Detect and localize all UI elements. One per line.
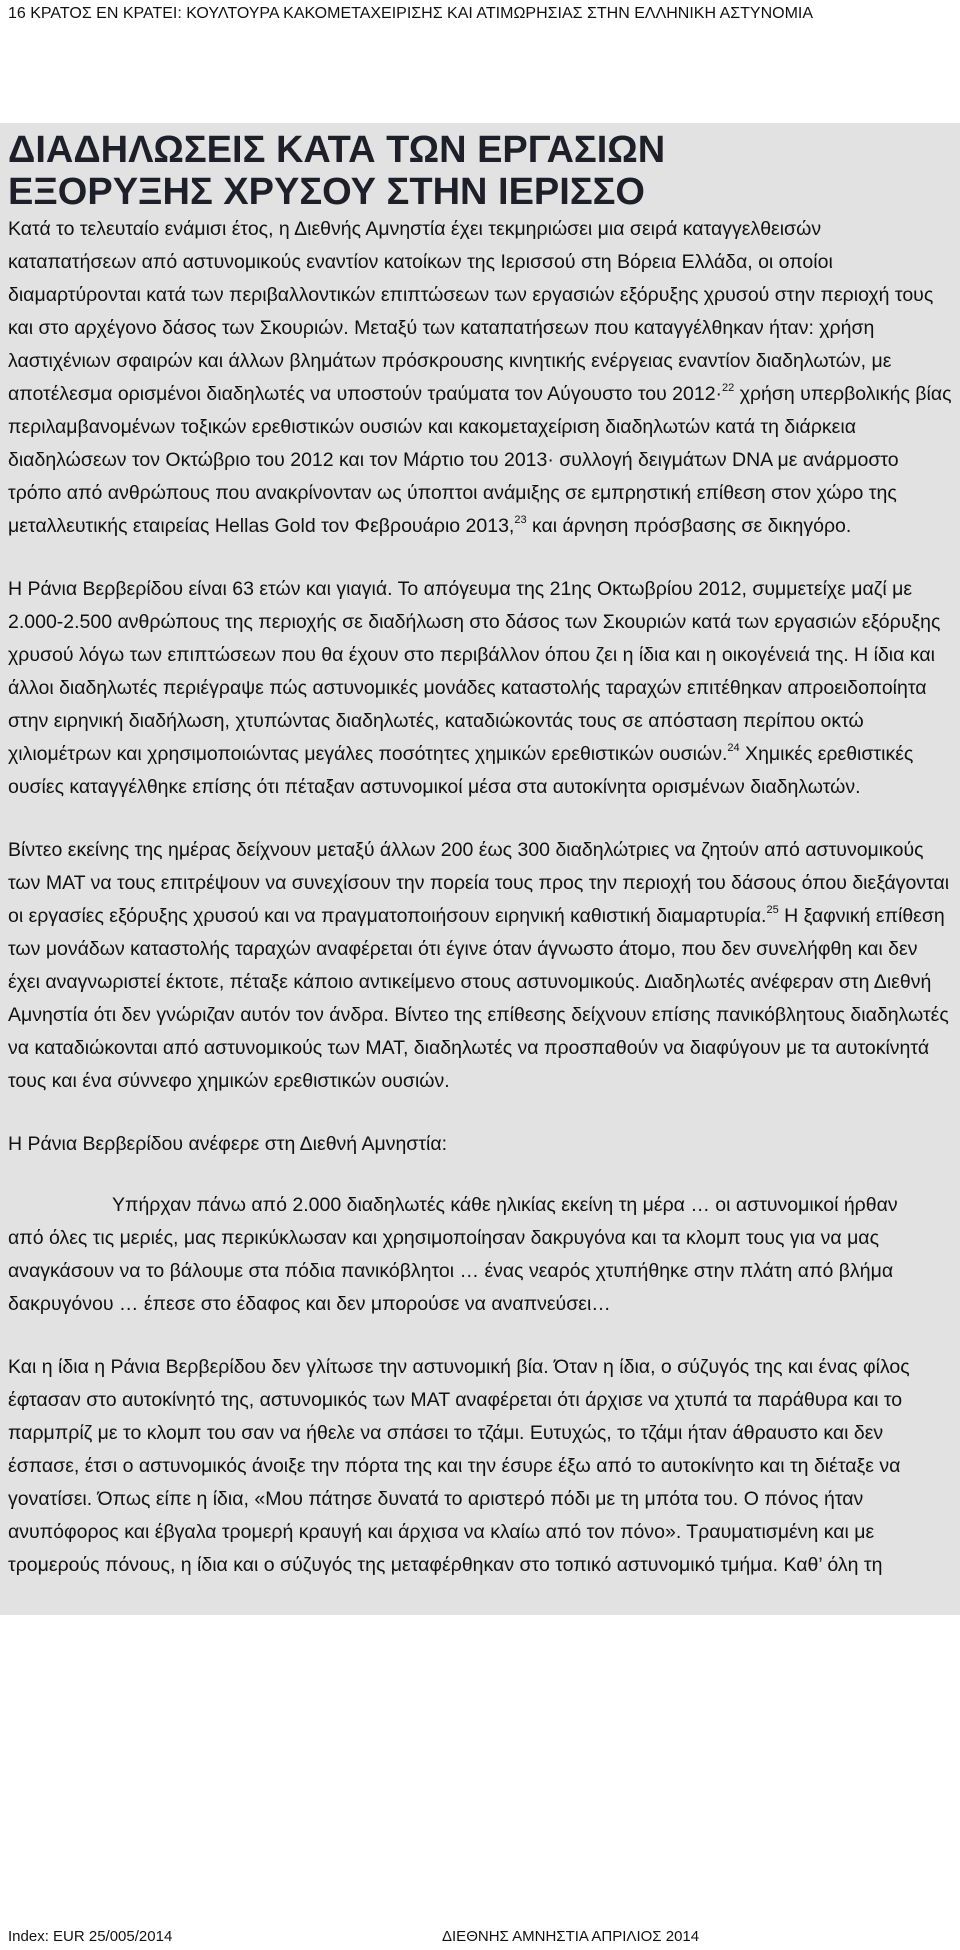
paragraph-quote-intro: Η Ράνια Βερβερίδου ανέφερε στη Διεθνή Αμνηστία: — [8, 1133, 448, 1155]
footnote-ref-24[interactable]: 24 — [727, 742, 740, 754]
case-study-box — [0, 123, 960, 1615]
quote-line1: Υπήρχαν πάνω από 2.000 διαδηλωτές κάθε ηλικίας εκείνη τη μέρα … οι αστυνομικοί ήρθαν — [112, 1194, 898, 1216]
footer-org-date: ΔΙΕΘΝΗΣ ΑΜΝΗΣΤΙΑ ΑΠΡΙΛΙΟΣ 2014 — [442, 1928, 700, 1945]
paragraph-videos: Βίντεο εκείνης της ημέρας δείχνουν μεταξύ άλλων 200 έως 300 διαδηλώτριες να ζητούν από αστυνομικούς των ΜΑΤ να τους επιτρέψουν να συνεχίσουν την πορεία τους προς την περιοχή του δάσους όπου διεξάγονται οι εργασίες εξόρυξης χρυσού και να πραγματοποιήσουν ειρηνική καθιστική διαμαρτυρία.$^{25}$ Η ξαφνική επίθεση των μονάδων καταστολής ταραχών αναφέρεται ότι έγινε όταν άγνωστο άτομο, που δεν συνελήφθη και δεν έχει αναγνωριστεί έκτοτε, πέταξε κάποιο αντικείμενο στους αστυνομικούς. Διαδηλωτές ανέφεραν στη Διεθνή Αμνηστία ότι δεν γνώριζαν αυτόν τον άνδρα. Βίντεο της επίθεσης δείχνουν επίσης πανικόβλητους διαδηλωτές να καταδιώκονται από αστυνομικούς των ΜΑΤ, διαδηλωτές να προσπαθούν να διαφύγουν με τα αυτοκίνητά τους και ένα σύννεφο χημικών ερεθιστικών ουσιών. — [8, 839, 950, 1092]
footnote-ref-25[interactable]: 25 — [766, 904, 779, 916]
block-quote — [8, 1189, 952, 1321]
box-title — [8, 123, 952, 213]
footer-index: Index: EUR 25/005/2014 — [8, 1928, 173, 1945]
paragraph-intro: Κατά το τελευταίο ενάμισι έτος, η Διεθνής Αμνηστία έχει τεκμηριώσει μια σειρά καταγγελθεισών καταπατήσεων από αστυνομικούς εναντίον κατοίκων της Ιερισσού στη Βόρεια Ελλάδα, οι οποίοι διαμαρτύρονται κατά των περιβαλλοντικών επιπτώσεων των εργασιών εξόρυξης χρυσού στην περιοχή τους και στο αρχέγονο δάσος των Σκουριών. Μεταξύ των καταπατήσεων που καταγγέλθηκαν ήταν: χρήση λαστιχένιων σφαιρών και άλλων βλημάτων πρόσκρουσης κινητικής ενέργειας εναντίον διαδηλωτών, με αποτέλεσμα ορισμένοι διαδηλωτές να υποστούν τραύματα τον Αύγουστο του 2012·$^{22}$ χρήση υπερβολικής βίας περιλαμβανομένων τοξικών ερεθιστικών ουσιών και κακομεταχείριση διαδηλωτών κατά τη διάρκεια διαδηλώσεων τον Οκτώβριο του 2012 και τον Μάρτιο του 2013· συλλογή δειγμάτων DNA με ανάρμοστο τρόπο από ανθρώπους που ανακρίνονταν ως ύποπτοι ανάμιξης σε εμπρηστική επίθεση στον χώρο της μεταλλευτικής εταιρείας Hellas Gold τον Φεβρουάριο 2013,23 και άρνηση πρόσβασης σε δικηγόρο. — [8, 218, 952, 537]
quote-rest: από όλες τις μεριές, μας περικύκλωσαν και χρησιμοποίησαν δακρυγόνα και τα κλομπ τους για να μας αναγκάσουν να το βάλουμε στα πόδια πανικόβλητοι … ένας νεαρός χτυπήθηκε στην πλάτη από βλήμα δακρυγόνου … έπεσε στο έδαφος και δεν μπορούσε να αναπνεύσει… — [8, 1227, 894, 1315]
box-title-line2: ΕΞΟΡΥΞΗΣ ΧΡΥΣΟΥ ΣΤΗΝ ΙΕΡΙΣΣΟ — [8, 171, 645, 213]
paragraph-rania: Η Ράνια Βερβερίδου είναι 63 ετών και γιαγιά. Το απόγευμα της 21ης Οκτωβρίου 2012, συμμετείχε μαζί με 2.000-2.500 ανθρώπους της περιοχής σε διαδήλωση στο δάσος των Σκουριών κατά των εργασιών εξόρυξης χρυσού λόγω των επιπτώσεων που θα έχουν στο περιβάλλον όπου ζει η ίδια και η οικογένειά της. Η ίδια και άλλοι διαδηλωτές περιέγραψε πώς αστυνομικές μονάδες καταστολής ταραχών επιτέθηκαν απροειδοποίητα στην ειρηνική διαδήλωση, χτυπώντας διαδηλωτές, καταδιώκοντάς τους σε απόσταση περίπου οκτώ χιλιομέτρων και χρησιμοποιώντας μεγάλες ποσότητες χημικών ερεθιστικών ουσιών.$^{24}$ Χημικές ερεθιστικές ουσίες καταγγέλθηκε επίσης ότι πέταξαν αστυνομικοί μέσα στα αυτοκίνητα ορισμένων διαδηλωτών. — [8, 578, 941, 798]
box-title-line1: ΔΙΑΔΗΛΩΣΕΙΣ ΚΑΤΑ ΤΩΝ ΕΡΓΑΣΙΩΝ — [8, 129, 666, 171]
footnote-ref-23[interactable]: 23 — [514, 514, 527, 526]
running-header: 16 ΚΡΑΤΟΣ ΕΝ ΚΡΑΤΕΙ: ΚΟΥΛΤΟΥΡΑ ΚΑΚΟΜΕΤΑΧΕΙΡΙΣΗΣ ΚΑΙ ΑΤΙΜΩΡΗΣΙΑΣ ΣΤΗΝ ΕΛΛΗΝΙΚΗ ΑΣΤΥΝΟΜΙΑ — [8, 5, 814, 22]
paragraph-police-violence: Και η ίδια η Ράνια Βερβερίδου δεν γλίτωσε την αστυνομική βία. Όταν η ίδια, ο σύζυγός της και ένας φίλος έφτασαν στο αυτοκίνητό της, αστυνομικός των ΜΑΤ αναφέρεται ότι άρχισε να χτυπά τα παράθυρα και το παρμπρίζ με το κλομπ του σαν να ήθελε να σπάσει το τζάμι. Ευτυχώς, το τζάμι ήταν άθραυστο και δεν έσπασε, έτσι ο αστυνομικός άνοιξε την πόρτα της και την έσυρε έξω από το αυτοκίνητο και τη διέταξε να γονατίσει. Όπως είπε η ίδια, «Μου πάτησε δυνατά το αριστερό πόδι με τη μπότα του. Ο πόνος ήταν ανυπόφορος και έβγαλα τρομερή κραυγή και άρχισα να κλαίω από τον πόνο». Τραυματισμένη και με τρομερούς πόνους, η ίδια και ο σύζυγός της μεταφέρθηκαν στο τοπικό αστυνομικό τμήμα. Καθ’ όλη τη — [8, 1356, 910, 1576]
footnote-ref-22[interactable]: 22 — [722, 382, 735, 394]
